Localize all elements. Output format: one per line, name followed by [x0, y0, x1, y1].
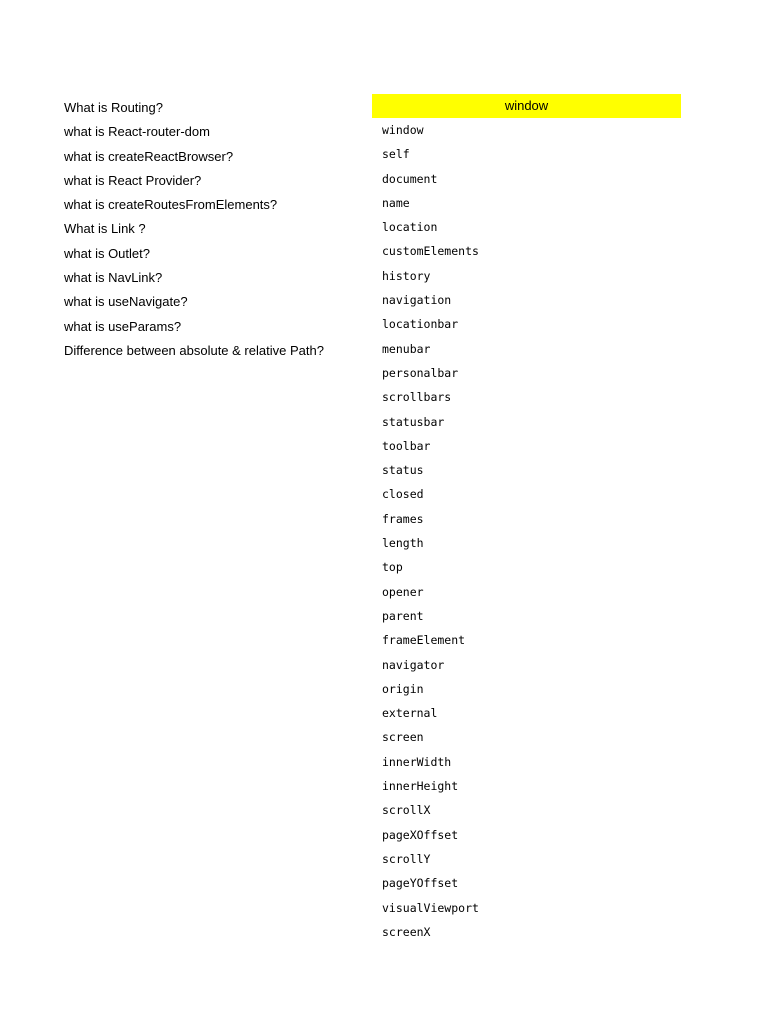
property-item: screen — [382, 730, 424, 745]
question-item: Difference between absolute & relative Path? — [64, 342, 324, 358]
property-item: visualViewport — [382, 900, 479, 915]
property-item: external — [382, 706, 438, 721]
question-item: what is useNavigate? — [64, 294, 188, 310]
property-item: pageXOffset — [382, 827, 459, 842]
property-item: frames — [382, 511, 424, 526]
property-item: frameElement — [382, 633, 466, 648]
property-item: origin — [382, 681, 424, 696]
property-item: history — [382, 268, 431, 283]
window-header-cell: window — [372, 94, 681, 118]
property-item: statusbar — [382, 414, 445, 429]
property-item: opener — [382, 584, 424, 599]
property-item: parent — [382, 608, 424, 623]
property-item: toolbar — [382, 438, 431, 453]
property-item: self — [382, 147, 410, 162]
property-item: window — [382, 123, 424, 137]
question-item: what is useParams? — [64, 318, 182, 334]
property-item: name — [382, 195, 410, 210]
window-properties-panel — [372, 94, 681, 944]
window-properties-list — [372, 118, 681, 944]
property-item: menubar — [382, 341, 431, 356]
property-item: innerHeight — [382, 779, 459, 794]
question-item: what is NavLink? — [64, 270, 163, 286]
property-item: scrollbars — [382, 390, 452, 405]
property-item: navigator — [382, 657, 445, 672]
property-item: scrollY — [382, 851, 431, 866]
questions-list — [64, 96, 364, 363]
question-item: What is Routing? — [64, 100, 163, 115]
property-item: length — [382, 536, 424, 551]
question-item: what is createReactBrowser? — [64, 148, 234, 164]
property-item: closed — [382, 487, 424, 502]
property-item: screenX — [382, 924, 431, 939]
question-item: what is createRoutesFromElements? — [64, 197, 278, 213]
property-item: pageYOffset — [382, 876, 459, 891]
property-item: top — [382, 560, 403, 575]
property-item: scrollX — [382, 803, 431, 818]
question-item: what is React-router-dom — [64, 124, 210, 140]
question-item: What is Link ? — [64, 221, 146, 237]
property-item: location — [382, 220, 438, 235]
property-item: locationbar — [382, 317, 459, 332]
property-item: innerWidth — [382, 754, 452, 769]
question-item: what is Outlet? — [64, 245, 150, 261]
question-item: what is React Provider? — [64, 172, 202, 188]
property-item: document — [382, 171, 438, 186]
property-item: customElements — [382, 244, 479, 259]
property-item: personalbar — [382, 365, 459, 380]
property-item: status — [382, 463, 424, 478]
property-item: navigation — [382, 293, 452, 308]
